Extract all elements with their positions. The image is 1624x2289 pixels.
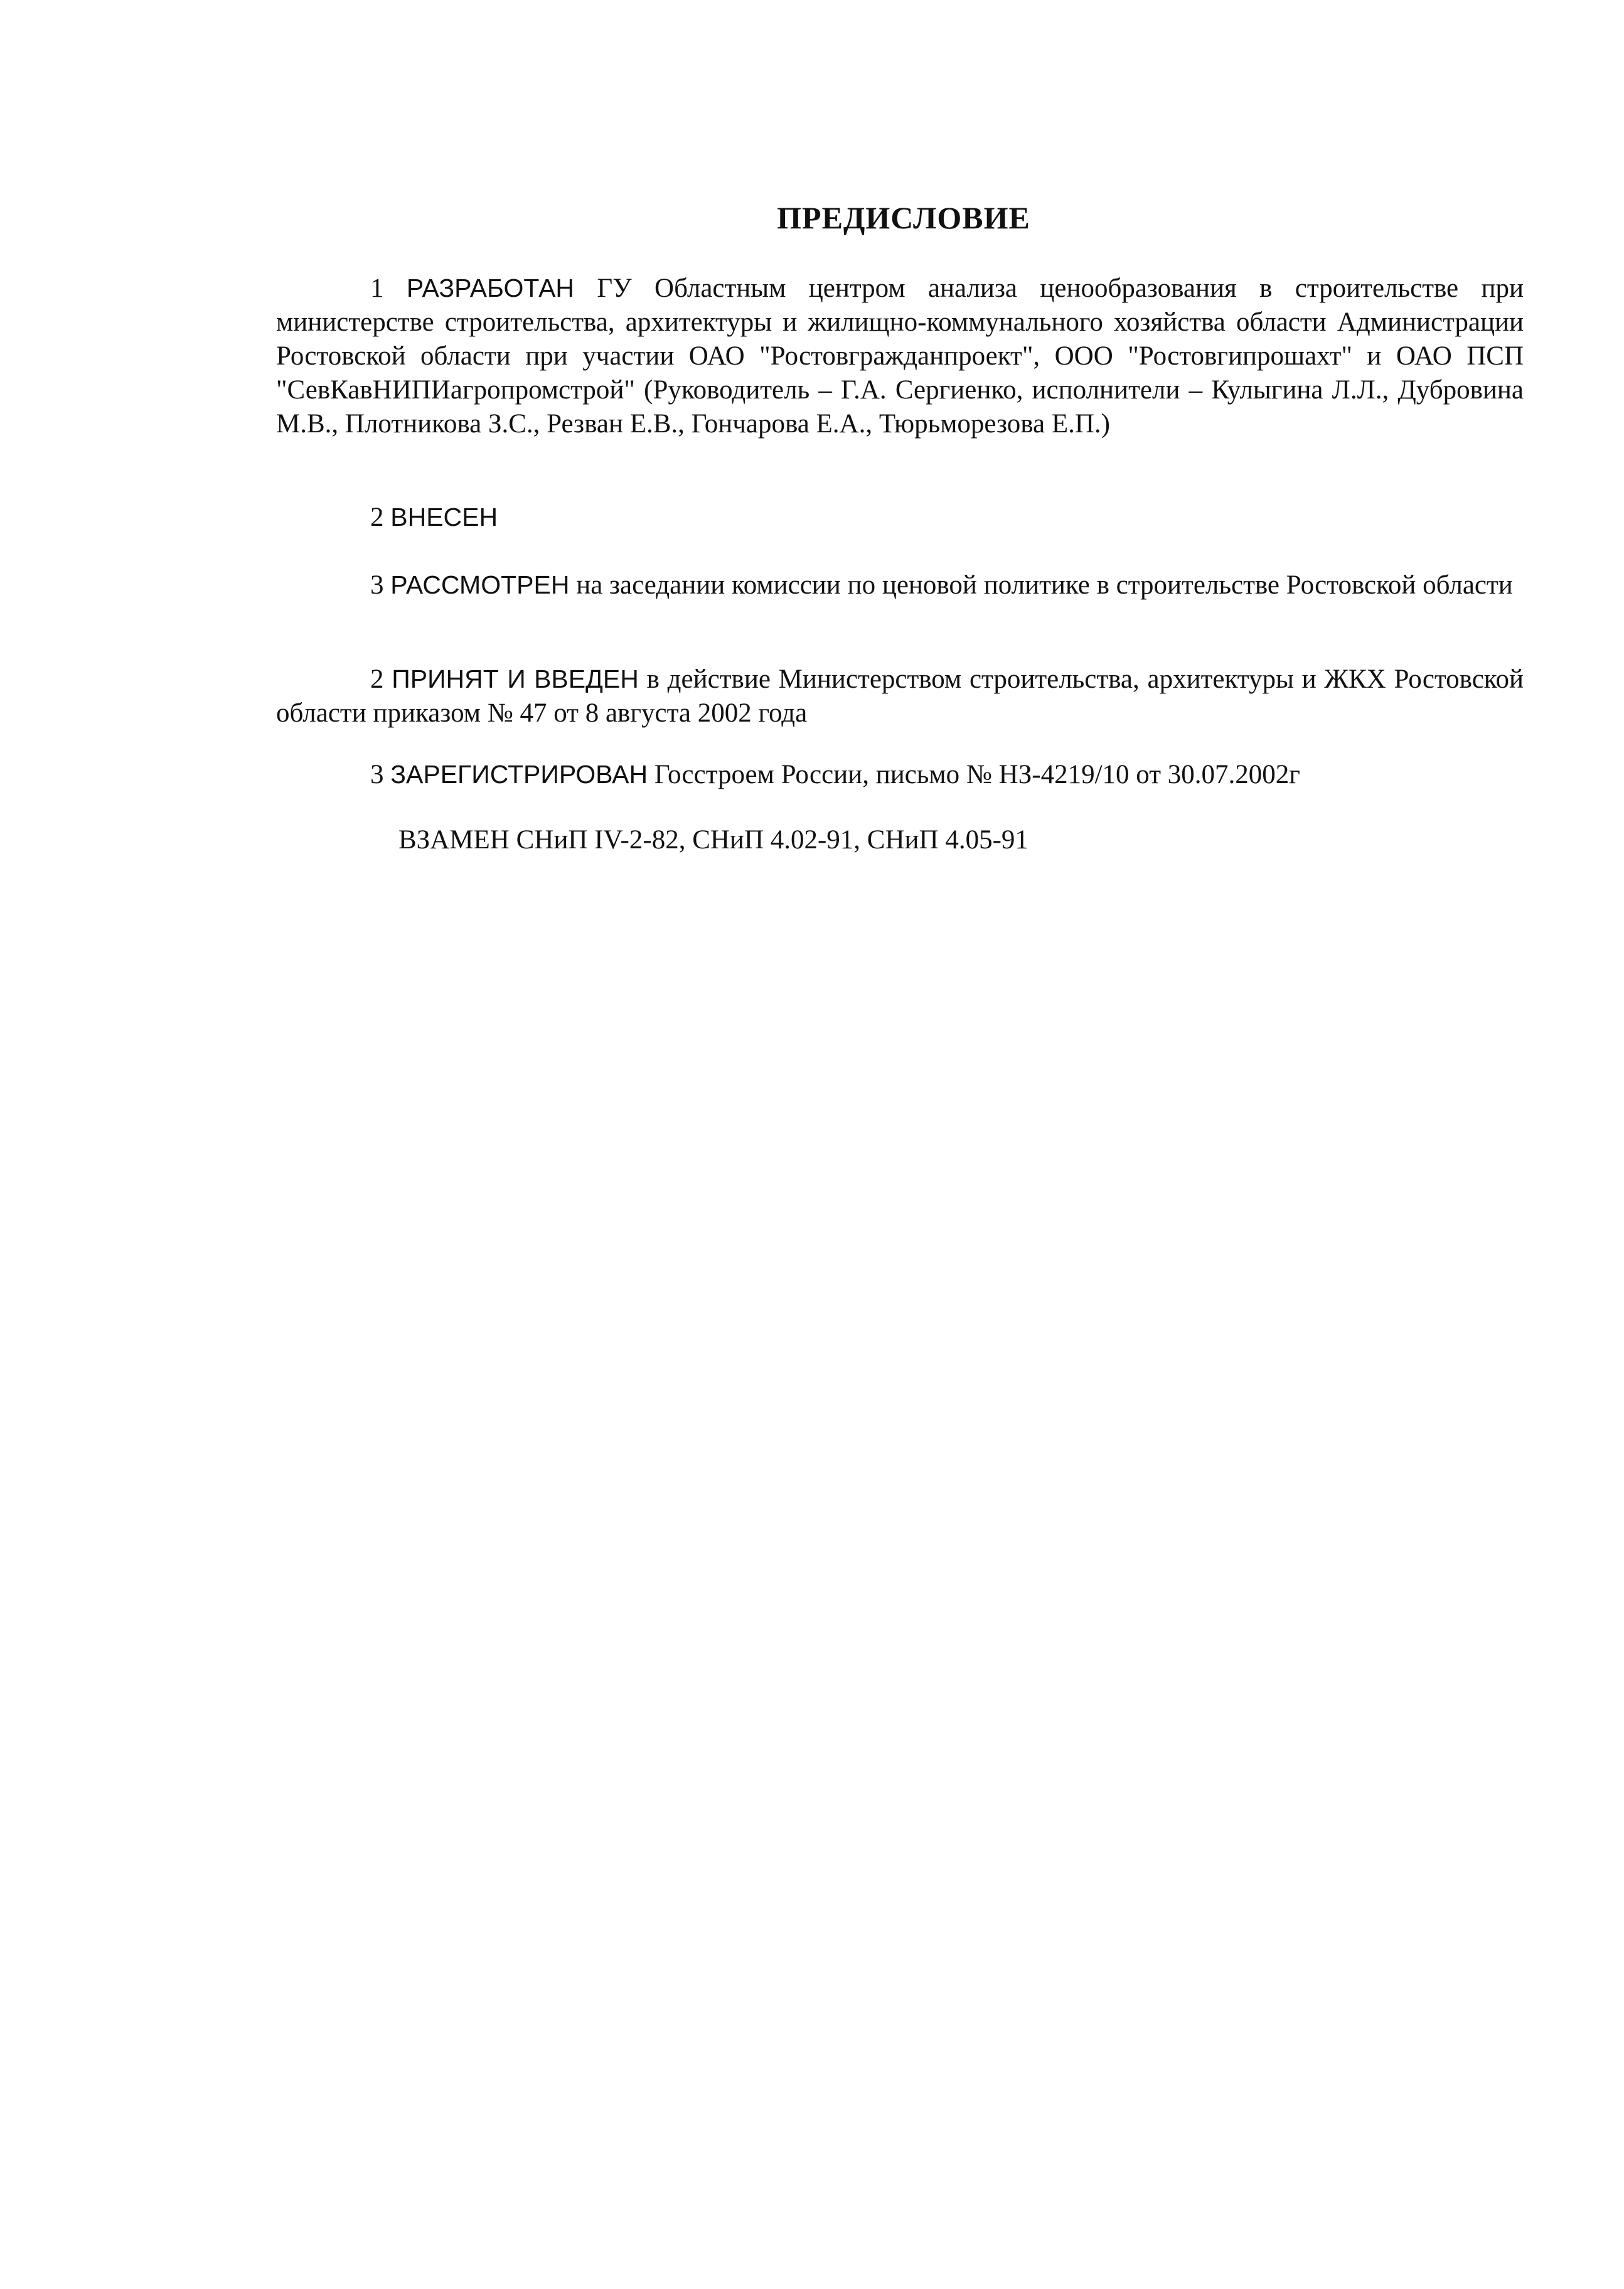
item-text: ГУ Областным центром анализа ценообразования в строительстве при министерстве строительства, архитектуры и жилищно-коммунального хозяйства области Администрации Ростовской области при участии ОАО "Ростовгражданпроект", ООО "Ростовгипрошахт" и ОАО ПСП "СевКавНИПИагропромстрой" (Руководитель – Г.А. Сергиенко, исполнители – Кулыгина Л.Л., Дубровина М.В., Плотникова З.С., Резван Е.В., Гончарова Е.А., Тюрьморезова Е.П.) (276, 274, 1524, 439)
item-number: 3 (370, 570, 384, 600)
item-number: 3 (370, 760, 384, 789)
item-text: на заседании комиссии по ценовой политике в строительстве Ростовской области (576, 570, 1513, 600)
foreword-item-introduced (276, 500, 1524, 535)
item-number: 2 (370, 664, 384, 694)
item-text: в действие Министерством строительства, архитектуры и ЖКХ Ростовской области приказом № 47 от 8 августа 2002 года (276, 664, 1524, 728)
page-title: ПРЕДИСЛОВИЕ (777, 200, 1030, 235)
item-keyword: РАЗРАБОТАН (406, 274, 575, 302)
item-keyword: ВНЕСЕН (390, 503, 498, 531)
foreword-replaces: ВЗАМЕН СНиП IV-2-82, СНиП 4.02-91, СНиП 4.05-91 (398, 825, 1028, 855)
item-number: 1 (370, 274, 384, 303)
foreword-item-registered (276, 757, 1524, 792)
item-text: Госстроем России, письмо № НЗ-4219/10 от 30.07.2002г (654, 760, 1300, 789)
foreword-item-developed (276, 271, 1524, 441)
item-keyword: ЗАРЕГИСТРИРОВАН (390, 760, 648, 789)
item-keyword: РАССМОТРЕН (390, 570, 570, 599)
foreword-item-reviewed (276, 568, 1524, 602)
item-number: 2 (370, 503, 384, 532)
item-keyword: ПРИНЯТ И ВВЕДЕН (392, 664, 639, 693)
foreword-item-adopted (276, 662, 1524, 730)
